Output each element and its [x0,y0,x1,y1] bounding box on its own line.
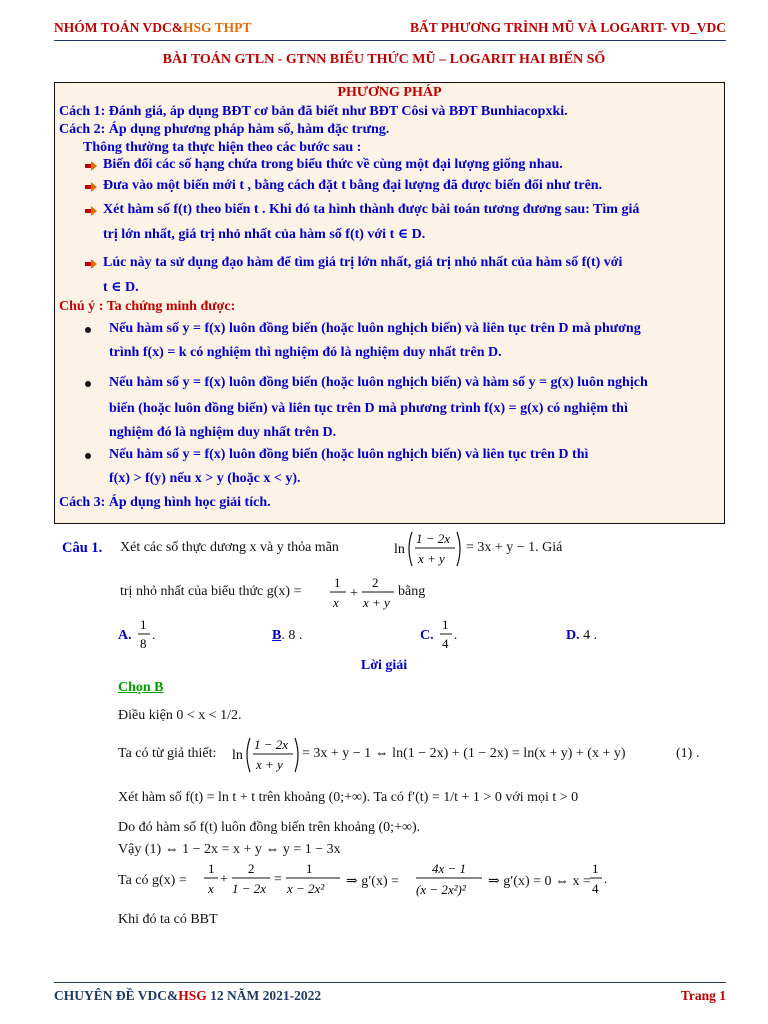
question-label: Câu 1. [62,540,103,556]
option-b-value: . 8 . [281,628,303,643]
note-2-line-3: nghiệm đó là nghiệm duy nhất trên D. [109,425,337,440]
note-2-line-2: biến (hoặc luôn đồng biến) và liên tục trên D mà phương trình f(x) = g(x) có nghiệm thì [109,401,628,416]
method-box [54,82,725,524]
note [59,299,235,315]
solution-line-4: Do đó hàm số f(t) luôn đồng biến trên khoảng (0;+∞). [118,820,421,835]
svg-text:=: = [274,872,282,887]
note-3-line-1: Nếu hàm số y = f(x) luôn đồng biến (hoặc luôn nghịch biến) và liên tục trên D thì [109,447,589,462]
svg-text:x + y: x + y [256,757,283,772]
header-group-name [54,20,251,36]
footer-left-c: 12 NĂM 2021-2022 [206,988,322,1003]
solution-line-2a: Ta có từ giả thiết: [118,746,217,761]
solution-line-2b: = 3x + y − 1 ⇔ ln(1 − 2x) + (1 − 2x) = ln(x + y) + (x + y) [302,746,626,761]
cach-2: Cách 2: Áp dụng phương pháp hàm số, hàm đặc trưng. [59,122,390,137]
option-b[interactable] [272,628,302,644]
option-a-value[interactable] [136,614,158,654]
x-value-fraction [588,856,610,902]
note-2-line-1: Nếu hàm số y = f(x) luôn đồng biến (hoặc luôn nghịch biến) và hàm số y = g(x) luôn nghịch [109,375,648,390]
footer-left-a: CHUYÊN ĐỀ VDC& [54,988,179,1003]
bullet-dot-icon [85,327,91,333]
step-3-line-2: trị lớn nhất, giá trị nhỏ nhất của hàm số f(t) với t ∈ D. [103,227,426,242]
svg-text:ln: ln [394,542,405,557]
arrow-bullet-icon [85,161,97,171]
answer-choice: Chọn B [118,680,164,695]
document-title: BÀI TOÁN GTLN - GTNN BIỂU THỨC MŨ – LOGARIT HAI BIẾN SỐ [162,52,606,67]
solution-line-6b: ⇒ g′(x) = [346,874,400,889]
svg-text:1 − 2x: 1 − 2x [232,881,267,896]
svg-text:.: . [152,627,156,642]
svg-text:1: 1 [334,575,341,590]
svg-text:x: x [208,881,214,896]
solution-line-6c: ⇒ g′(x) = 0 ⇔ x = [488,874,591,889]
option-b-letter: B [272,628,282,643]
method-heading: PHƯƠNG PHÁP [337,85,442,100]
svg-text:1: 1 [208,861,215,876]
ln-fraction-formula [394,526,464,572]
question-text-c: trị nhỏ nhất của biểu thức g(x) = [120,584,302,599]
page-number: Trang 1 [680,988,726,1003]
svg-text:1: 1 [140,617,147,632]
g-derivative-formula-2 [414,856,484,906]
svg-text:.: . [454,627,458,642]
svg-text:8: 8 [140,636,147,651]
solution-line-3: Xét hàm số f(t) = ln t + t trên khoảng (0;+∞). Ta có f′(t) = 1/t + 1 > 0 với mọi t > 0 [118,790,579,805]
header-topic: BẤT PHƯƠNG TRÌNH MŨ VÀ LOGARIT- VD_VDC [409,20,726,35]
solution-line-7: Khi đó ta có BBT [118,912,218,927]
footer-left-b: HSG [178,988,207,1003]
solution-heading: Lời giải [360,658,408,673]
bullet-dot-icon [85,381,91,387]
option-a-letter[interactable]: A. [118,628,132,643]
svg-text:1 − 2x: 1 − 2x [416,531,451,546]
step-2: Đưa vào một biến mới t , bằng cách đặt t bằng đại lượng đã được biến đổi như trên. [103,178,603,193]
svg-text:1 − 2x: 1 − 2x [254,737,289,752]
note-1-line-2: trình f(x) = k có nghiệm thì nghiệm đó là nghiệm duy nhất trên D. [109,345,502,360]
note-1-line-1: Nếu hàm số y = f(x) luôn đồng biến (hoặc luôn nghịch biến) và liên tục trên D mà phương [109,321,641,336]
svg-text:4: 4 [442,636,449,651]
note-text: : Ta chứng minh được: [95,299,236,314]
svg-text:x + y: x + y [418,551,445,566]
option-d[interactable] [566,628,597,644]
svg-text:2: 2 [372,575,379,590]
solution-line-2c: (1) . [676,746,700,761]
header-left-b: HSG THPT [183,20,252,35]
svg-text:ln: ln [232,748,243,763]
note-3-line-2: f(x) > f(y) nếu x > y (hoặc x < y). [109,471,301,486]
header-left-a: NHÓM TOÁN VDC& [54,20,184,35]
option-d-letter: D. [566,628,580,643]
svg-text:1: 1 [592,861,599,876]
svg-text:4x − 1: 4x − 1 [432,861,467,876]
question-text-a: Xét các số thực dương x và y thỏa mãn [120,540,339,555]
question-text-b: = 3x + y − 1. Giá [466,540,563,555]
svg-text:x + y: x + y [363,595,390,610]
option-c-letter[interactable]: C. [420,628,434,643]
footer-series [54,988,321,1004]
footer-divider [54,982,726,983]
cach-1: Cách 1: Đánh giá, áp dụng BĐT cơ bản đã biết như BĐT Côsi và BĐT Bunhiacopxki. [59,104,568,119]
svg-text:+: + [350,586,358,601]
cach-3: Cách 3: Áp dụng hình học giải tích. [59,495,271,510]
solution-line-1: Điều kiện 0 < x < 1/2. [118,708,242,723]
solution-line-6a: Ta có g(x) = [118,873,187,888]
arrow-bullet-icon [85,206,97,216]
arrow-bullet-icon [85,259,97,269]
g-derivative-formula-1 [204,856,342,902]
header-divider [54,40,726,41]
solution-line-5: Vậy (1) ⇔ 1 − 2x = x + y ⇔ y = 1 − 3x [118,842,341,857]
ln-fraction-formula-2 [232,732,300,778]
svg-text:2: 2 [248,861,255,876]
option-c-value[interactable] [438,614,460,654]
svg-text:1: 1 [306,861,313,876]
step-3-line-1: Xét hàm số f(t) theo biến t . Khi đó ta hình thành được bài toán tương đương sau: Tìm giá [103,202,640,217]
bullet-dot-icon [85,453,91,459]
svg-text:.: . [604,871,608,886]
steps-intro: Thông thường ta thực hiện theo các bước sau : [83,140,362,155]
svg-text:x − 2x²: x − 2x² [287,881,325,896]
step-4-line-1: Lúc này ta sử dụng đạo hàm để tìm giá trị lớn nhất, giá trị nhỏ nhất của hàm số f(t) với [103,255,623,270]
svg-text:x: x [333,595,339,610]
svg-text:1: 1 [442,617,449,632]
g-expression-formula [328,570,396,616]
question-text-d: bằng [398,584,426,599]
note-label: Chú ý [59,299,96,314]
page-header [54,16,726,40]
svg-text:(x − 2x²)²: (x − 2x²)² [416,882,466,897]
arrow-bullet-icon [85,182,97,192]
option-d-value: 4 . [583,628,598,643]
step-1: Biến đổi các số hạng chứa trong biểu thức về cùng một đại lượng giống nhau. [103,157,563,172]
svg-text:4: 4 [592,881,599,896]
svg-text:+: + [220,872,228,887]
step-4-line-2: t ∈ D. [103,280,139,295]
